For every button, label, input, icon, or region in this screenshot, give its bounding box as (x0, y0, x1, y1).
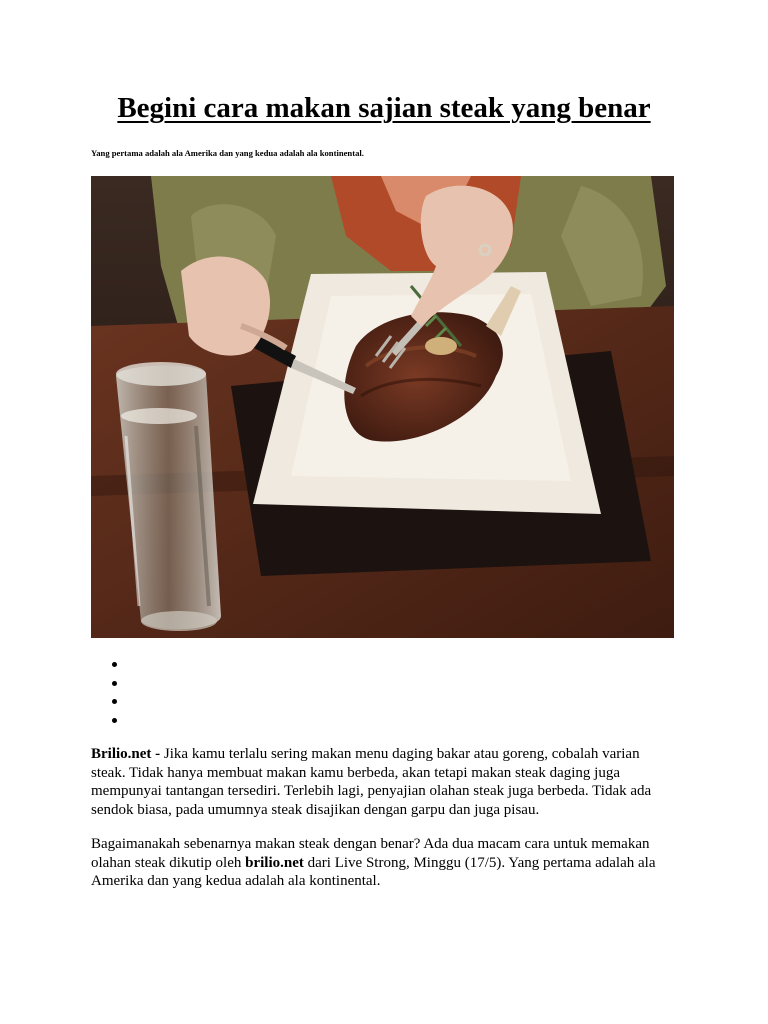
steak-dinner-photo (91, 176, 674, 638)
article-paragraph-question (91, 835, 681, 891)
paragraph-line: mempunyai tantangan tersediri. Terlebih lagi, penyajian olahan steak juga berbeda. Tidak ada (91, 783, 652, 800)
source-label: Brilio.net - (91, 746, 161, 762)
source-link-text: brilio.net (245, 854, 304, 871)
paragraph-line: olahan steak dikutip oleh brilio.net dari Live Strong, Minggu (17/5). Yang pertama adalah ala (91, 854, 656, 871)
paragraph-line: Bagaimanakah sebenarnya makan steak dengan benar? Ada dua macam cara untuk memakan (91, 836, 650, 852)
article-subtitle: Yang pertama adalah ala Amerika dan yang kedua adalah ala kontinental. (91, 148, 364, 158)
paragraph-line: sendok biasa, pada umumnya steak disajikan dengan garpu dan juga pisau. (91, 801, 540, 818)
article-paragraph-intro (91, 745, 681, 819)
paragraph-line: Amerika dan yang kedua adalah ala kontinental. (91, 873, 381, 890)
paragraph-line: Brilio.net - Jika kamu terlalu sering makan menu daging bakar atau goreng, cobalah varian (91, 746, 640, 762)
paragraph-line: steak. Tidak hanya membuat makan kamu berbeda, akan tetapi makan steak daging juga (91, 764, 621, 781)
article-title: Begini cara makan sajian steak yang benar (117, 92, 651, 124)
